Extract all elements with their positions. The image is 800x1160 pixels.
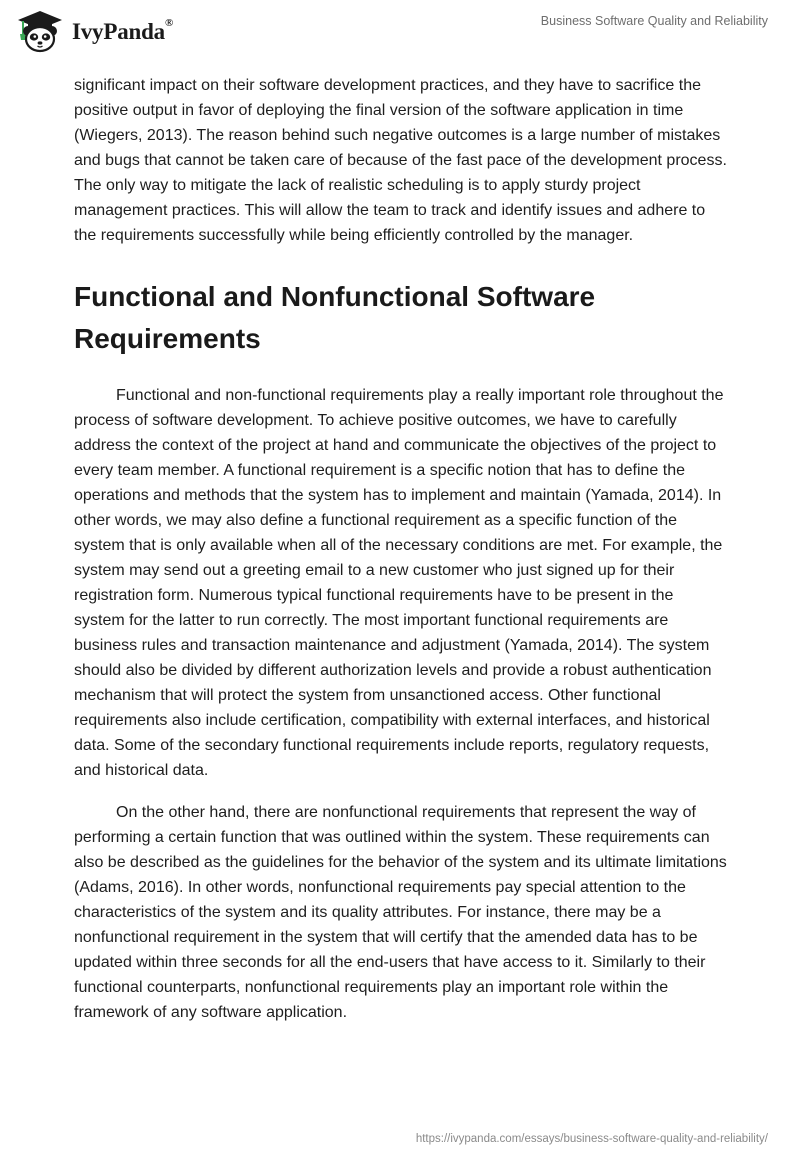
paragraph-functional: Functional and non-functional requirements play a really important role throughout the process of software development. To achieve positive outcomes, we have to carefully address the context of the project at hand and communicate the objectives of the project to every team member. A functional requirement is a specific notion that has to define the operations and methods that the system has to implement and maintain (Yamada, 2014). In other words, we may also define a functional requirement as a specific function of the system that is only available when all of the necessary conditions are met. For example, the system may send out a greeting email to a new customer who just signed up for their registration form. Numerous typical functional requirements have to be present in the system for the latter to run correctly. The most important functional requirements are business rules and transaction maintenance and adjustment (Yamada, 2014). The system should also be divided by different authorization levels and provide a robust authentication mechanism that will protect the system from unsanctioned access. Other functional requirements also include certification, compatibility with external interfaces, and historical data. Some of the secondary functional requirements include reports, regulatory requests, and historical data.	[74, 387, 724, 779]
paragraph-spacer	[74, 783, 728, 800]
paragraph-nonfunctional: On the other hand, there are nonfunctional requirements that represent the way of performing a certain function that was outlined within the system. These requirements can also be described as the guidelines for the behavior of the system and its ultimate limitations (Adams, 2016). In other words, nonfunctional requirements pay special attention to the characteristics of the system and its quality attributes. For instance, there may be a nonfunctional requirement in the system that will certify that the amended data has to be updated within three seconds for all the end-users that have access to it. Similarly to their functional counterparts, nonfunctional requirements play an important role within the framework of any software application.	[74, 804, 727, 1021]
logo-wordmark	[72, 16, 174, 44]
page-header	[0, 0, 800, 70]
logo-text: IvyPanda	[72, 18, 165, 44]
section-heading: Functional and Nonfunctional Software Requirements	[74, 281, 596, 354]
registered-mark: ®	[164, 16, 174, 29]
document-title: Business Software Quality and Reliability	[540, 14, 768, 28]
paragraph-intro: significant impact on their software development practices, and they have to sacrifice the positive output in favor of deploying the final version of the software application in time (Wiegers, 2013). The reason behind such negative outcomes is a large number of mistakes and bugs that cannot be taken care of because of the fast pace of the development process. The only way to mitigate the lack of realistic scheduling is to apply sturdy project management practices. This will allow the team to track and identify issues and adhere to the requirements successfully while being efficiently controlled by the manager.	[74, 77, 727, 244]
panda-graduation-cap-icon	[14, 9, 66, 53]
footer-source-url[interactable]: https://ivypanda.com/essays/business-software-quality-and-reliability/	[415, 1133, 768, 1145]
essay-body	[74, 73, 728, 1025]
ivypanda-logo[interactable]	[14, 9, 173, 53]
